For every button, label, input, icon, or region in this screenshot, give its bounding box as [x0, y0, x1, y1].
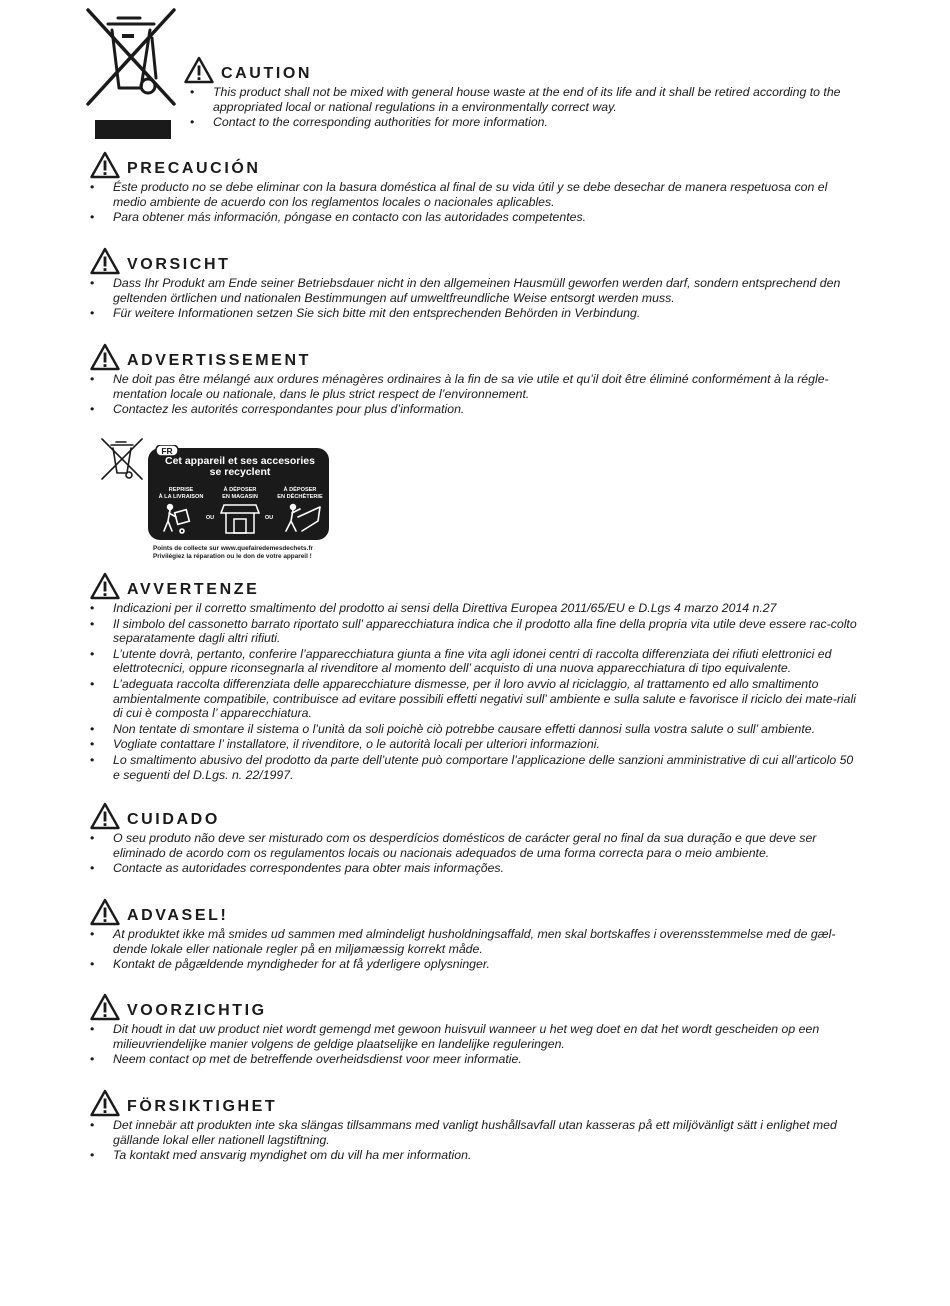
warning-triangle-icon: [90, 898, 120, 926]
warning-triangle-icon: [90, 572, 120, 600]
section-heading: [90, 897, 862, 927]
warning-triangle-icon: [90, 1089, 120, 1117]
list-item: • Éste producto no se debe eliminar con la basura doméstica al final de su vida útil y se debe desechar de manera respetuosa con el medio ambiente de acuerdo con los reglamentos locales o nacionales aplicables.: [90, 180, 862, 209]
list-item: • Non tentate di smontare il sistema o l’unità da soli poichè ciò potrebbe causare effetti dannosi sulla vostra salute o sull’ ambiente.: [90, 722, 862, 737]
list-item: • Dit houdt in dat uw product niet wordt gemengd met gewoon huisvuil wanneer u het weg doet en dat het wordt gescheiden op een milieuvriendelijke manier volgens de geldige plaatselijke en landelijke reguleringen.: [90, 1022, 862, 1051]
bullet-list: [90, 601, 862, 782]
section-heading: [90, 571, 862, 601]
section-heading: [90, 992, 862, 1022]
warning-triangle-icon: [90, 993, 120, 1021]
bullet-list: [90, 831, 862, 876]
section-heading: [90, 342, 862, 372]
list-item: • Dass Ihr Produkt am Ende seiner Betriebsdauer nicht in den allgemeinen Hausmüll geworfen werden darf, sondern entsprechend den geltenden örtlichen und nationalen Bestimmungen auf umweltfreundliche Weise entsorgt werden muss.: [90, 276, 862, 305]
section-pt: [90, 801, 862, 877]
section-sv: [90, 1088, 862, 1164]
fr-badge: FR: [161, 446, 173, 456]
bullet-list: [90, 927, 862, 972]
bullet-list: [90, 1118, 862, 1163]
fr-label-graphic: [148, 445, 329, 567]
list-item: • Contactez les autorités correspondantes pour plus d’information.: [90, 402, 862, 417]
section-title: AVVERTENZE: [127, 581, 260, 598]
section-es: [90, 150, 862, 226]
fr-recycling-label: [148, 445, 329, 567]
weee-bin-small-icon: [100, 437, 144, 483]
section-heading: [90, 801, 862, 831]
fr-ou-2: OU: [264, 515, 274, 521]
list-item: • This product shall not be mixed with general house waste at the end of its life and it shall be retired according to the appropriated local or national regulations in a environmentally correct way.: [190, 85, 862, 114]
fr-col1-2: À LA LIVRAISON: [158, 494, 204, 500]
section-title: CAUTION: [221, 65, 313, 82]
list-item: • Lo smaltimento abusivo del prodotto da parte dell’utente può comportare l’applicazione delle sanzioni amministrative di cui all’articolo 50 e seguenti del D.Lgs. n. 22/1997.: [90, 753, 862, 782]
list-item: • Contacte as autoridades correspondentes para obter mais informações.: [90, 861, 862, 876]
section-fr: [90, 342, 862, 418]
list-item: • Para obtener más información, póngase en contacto con las autoridades competentes.: [90, 210, 862, 225]
section-de: [90, 246, 862, 322]
section-it: [90, 571, 862, 783]
list-item: • Kontakt de pågældende myndigheder for at få yderligere oplysninger.: [90, 957, 862, 972]
section-title: CUIDADO: [127, 811, 220, 828]
warning-triangle-icon: [90, 247, 120, 275]
list-item: • O seu produto não deve ser misturado com os desperdícios domésticos de carácter geral no final da sua duração e que deve ser eliminado de acordo com os regulamentos locais ou nacionais adequados de uma forma correcta para o meio ambiente.: [90, 831, 862, 860]
section-heading: [184, 55, 862, 85]
fr-col1-1: REPRISE: [168, 487, 194, 493]
section-en: [184, 55, 862, 131]
fr-col3-1: À DÉPOSER: [283, 487, 317, 493]
list-item: • Il simbolo del cassonetto barrato riportato sull’ apparecchiatura indica che il prodotto alla fine della propria vita utile deve essere rac-colto separatamente dagli altri rifiuti.: [90, 617, 862, 646]
list-item: • L’adeguata raccolta differenziata delle apparecchiature dismesse, per il loro avvio al riciclaggio, al trattamento ed allo smaltimento ambientalmente compatibile, contribuisce ad evitare possibili effetti negativi sull’ ambiente e sulla salute e favorisce il riciclo dei mate-riali di cui è composta l’ apparecchiatura.: [90, 677, 862, 721]
section-title: ADVASEL!: [127, 907, 229, 924]
warning-triangle-icon: [184, 56, 214, 84]
list-item: • Für weitere Informationen setzen Sie sich bitte mit den entsprechenden Behörden in Verbindung.: [90, 306, 862, 321]
bullet-list: [90, 1022, 862, 1067]
section-heading: [90, 1088, 862, 1118]
bullet-list: [90, 276, 862, 321]
fr-footer-2: Privilégiez la réparation ou le don de votre appareil !: [153, 553, 312, 560]
section-heading: [90, 150, 862, 180]
list-item: • Indicazioni per il corretto smaltimento del prodotto ai sensi della Direttiva Europea 2011/65/EU e D.Lgs 4 marzo 2014 n.27: [90, 601, 862, 616]
fr-footer-1: Points de collecte sur www.quefairedemesdechets.fr: [153, 545, 313, 552]
section-nl: [90, 992, 862, 1068]
fr-ou-1: OU: [205, 515, 215, 521]
list-item: • At produktet ikke må smides ud sammen med almindeligt husholdningsaffald, men skal bortskaffes i overensstemmelse med de gæl-dende lokale eller nationale regler på en miljømæssig korrekt måde.: [90, 927, 862, 956]
bullet-list: [190, 85, 862, 130]
list-item: • Neem contact op met de betreffende overheidsdienst voor meer informatie.: [90, 1052, 862, 1067]
list-item: • Ta kontakt med ansvarig myndighet om du vill ha mer information.: [90, 1148, 862, 1163]
warning-triangle-icon: [90, 802, 120, 830]
fr-title-1: Cet appareil et ses accesories: [164, 455, 316, 467]
bullet-list: [90, 180, 862, 225]
warning-triangle-icon: [90, 343, 120, 371]
section-title: PRECAUCIÓN: [127, 160, 261, 177]
warning-triangle-icon: [90, 151, 120, 179]
fr-col2-2: EN MAGASIN: [222, 494, 258, 500]
fr-col3-2: EN DÉCHÈTERIE: [277, 494, 323, 500]
list-item: • Det innebär att produkten inte ska slängas tillsammans med vanligt hushållsavfall utan kasseras på ett miljövänligt sätt i enlighet med gällande lokal eller nationell lagstiftning.: [90, 1118, 862, 1147]
list-item: • Vogliate contattare l’ installatore, il rivenditore, o le autorità locali per ulteriori informazioni.: [90, 737, 862, 752]
section-title: VOORZICHTIG: [127, 1002, 267, 1019]
fr-col2-1: À DÉPOSER: [223, 487, 257, 493]
section-title: VORSICHT: [127, 256, 231, 273]
bullet-list: [90, 372, 862, 417]
list-item: • Ne doit pas être mélangé aux ordures ménagères ordinaires à la fin de sa vie utile et qu’il doit être éliminé conformément à la régle-mentation locale ou nationale, dans le plus strict respect de l’environnement.: [90, 372, 862, 401]
section-da: [90, 897, 862, 973]
fr-title-2: se recyclent: [209, 466, 271, 478]
section-title: ADVERTISSEMENT: [127, 352, 311, 369]
list-item: • Contact to the corresponding authorities for more information.: [190, 115, 862, 130]
section-title: FÖRSIKTIGHET: [127, 1098, 278, 1115]
weee-bin-icon: [86, 8, 176, 140]
list-item: • L’utente dovrà, pertanto, conferire l’apparecchiatura giunta a fine vita agli idonei centri di raccolta differenziata dei rifiuti elettronici ed elettrotecnici, oppure riconsegnarla al rivenditore al momento dell’ acquisto di una nuova apparecchiatura di tipo equivalente.: [90, 647, 862, 676]
section-heading: [90, 246, 862, 276]
